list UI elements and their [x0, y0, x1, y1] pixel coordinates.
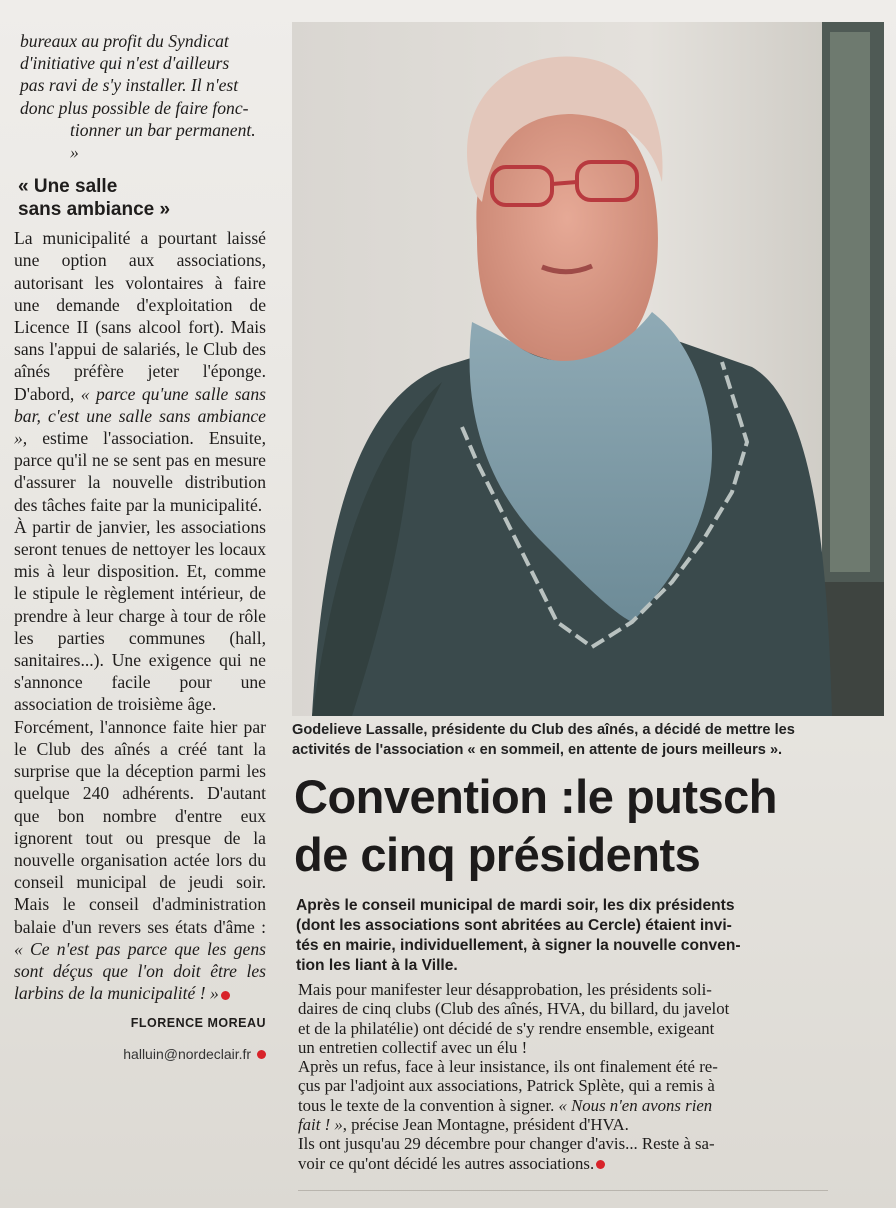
lead-line: Après le conseil municipal de mardi soir, les dix présidents [296, 897, 735, 914]
intro-paragraph [14, 30, 266, 163]
portrait-photo [292, 22, 884, 716]
intro-line: donc plus possible de faire fonc- [20, 97, 249, 118]
body-line: çus par l'adjoint aux associations, Patrick Splète, qui a remis à [298, 1076, 715, 1096]
body-line: daires de cinq clubs (Club des aînés, HVA, du billard, du javelot [298, 999, 730, 1019]
end-mark-icon [221, 991, 230, 1000]
photo-caption-line-2: activités de l'association « en sommeil, en attente de jours meilleurs ». [292, 742, 783, 758]
end-mark-icon [596, 1160, 605, 1169]
headline-line-1: Convention :le putsch [294, 770, 777, 823]
body-line [298, 1154, 838, 1173]
photo-caption [292, 720, 888, 760]
lead-line: (dont les associations sont abritées au Cercle) étaient invi- [296, 917, 732, 934]
author-email [14, 1043, 266, 1065]
lead-line: tés en mairie, individuellement, à signer la nouvelle conven- [296, 937, 741, 954]
bottom-rule [298, 1190, 828, 1191]
body-quote-end: fait ! » [298, 1115, 343, 1135]
subheading-line-2: sans ambiance » [18, 199, 171, 221]
paragraph-1-text-b: estime l'association. Ensuite, parce qu'il ne se sent pas en mesure d'assurer la nouvelle distribution des tâches faite par la municipalité. [14, 428, 266, 515]
end-mark-icon [257, 1050, 266, 1059]
paragraph-3-text: Forcément, l'annonce faite hier par le Club des aînés a créé tant la surprise que la déception parmi les quelque 240 adhérents. D'autant que bon nombre d'entre eux ignorent tout ou presque de la nouvelle organisation actée lors du conseil municipal de jeudi soir. Mais le conseil d'administration balaie d'un revers ses états d'âme : [14, 716, 266, 937]
article-headline [294, 768, 894, 884]
paragraph-1-text-a: La municipalité a pourtant laissé une option aux associations, autorisant les volontaires à faire une demande d'exploitation de Licence II (sans alcool fort). Mais sans l'appui de salariés, le Club des aînés préfère jeter l'éponge. D'abord, [14, 228, 266, 404]
body-line: et de la philatélie) ont décidé de s'y rendre ensemble, exigeant [298, 1018, 715, 1038]
lead-line: tion les liant à la Ville. [296, 957, 458, 974]
left-column [14, 30, 266, 1065]
subheading-line-1: « Une salle [18, 176, 118, 198]
subheading [18, 175, 266, 221]
author-signature: FLORENCE MOREAU [130, 1016, 266, 1031]
body-line: un entretien collectif avec un élu ! [298, 1037, 528, 1057]
paragraph-3 [14, 716, 266, 1005]
intro-line: tionner un bar permanent. » [70, 119, 256, 163]
body-line: Ils ont jusqu'au 29 décembre pour changer d'avis... Reste à sa- [298, 1134, 715, 1154]
article-body [298, 980, 838, 1173]
body-line [298, 1115, 838, 1134]
intro-line: d'initiative qui n'est d'ailleurs [20, 53, 230, 74]
body-line-text: tous le texte de la convention à signer. [298, 1095, 555, 1115]
headline-line-2: de cinq présidents [294, 828, 701, 881]
author-email-text: halluin@nordeclair.fr [123, 1045, 252, 1062]
body-quote: « Nous n'en avons rien [558, 1095, 713, 1115]
paragraph-2: À partir de janvier, les associations seront tenues de nettoyer les locaux mis à leur disposition. Et, comme le stipule le règlement intérieur, de prendre à leur charge à tour de rôle les parties communes (hall, sanitaires...). Une exigence qui ne s'annonce facile pour une association de troisième âge. [14, 516, 266, 715]
body-line-text: voir ce qu'ont décidé les autres associations. [298, 1153, 595, 1173]
body-line: Mais pour manifester leur désapprobation, les présidents soli- [298, 980, 712, 999]
body-line: Après un refus, face à leur insistance, ils ont finalement été re- [298, 1057, 718, 1077]
lead-paragraph [296, 896, 836, 976]
photo-caption-line-1: Godelieve Lassalle, présidente du Club des aînés, a décidé de mettre les [292, 722, 795, 738]
paragraph-1-quote: « parce qu'une salle sans bar, c'est une salle sans ambiance », [14, 383, 267, 449]
intro-line: pas ravi de s'y installer. Il n'est [20, 75, 239, 96]
paragraph-3-quote: « Ce n'est pas parce que les gens sont déçus que l'on doit être les larbins de la municipalité ! » [14, 938, 266, 1004]
portrait-photo-graphic [292, 22, 884, 716]
paragraph-1 [14, 227, 266, 516]
intro-line: bureaux au profit du Syndicat [20, 31, 229, 51]
body-line-text: , précise Jean Montagne, président d'HVA. [342, 1115, 629, 1135]
body-line [298, 1096, 838, 1115]
